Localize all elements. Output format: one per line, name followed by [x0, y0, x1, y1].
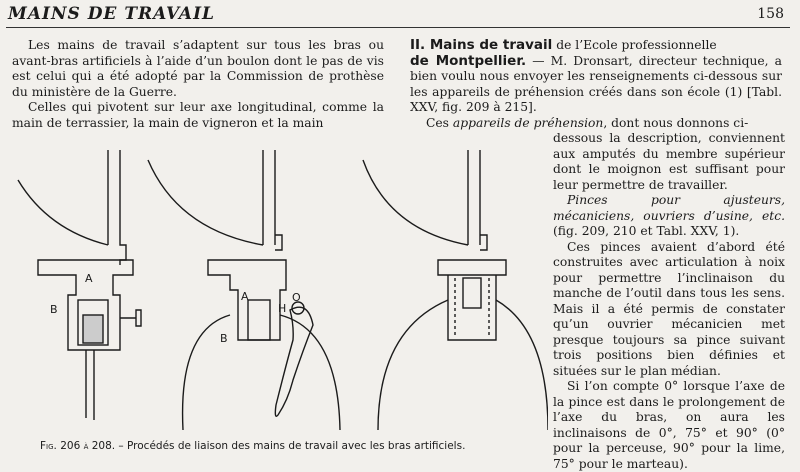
- header-rule: [6, 27, 790, 28]
- label-h-fig207: H: [278, 302, 287, 315]
- left-paragraph-2: Celles qui pivotent sur leur axe longitudinal, comme la main de terrassier, la main de vigneron et la main: [12, 100, 384, 130]
- pinces-heading: [553, 193, 785, 240]
- pinces-ref: (fig. 209, 210 et Tabl. XXV, 1).: [553, 224, 740, 238]
- fig-208-drawing: [363, 150, 548, 430]
- figure-caption: [40, 440, 465, 452]
- caption-text: – Procédés de liaison des mains de travail avec les bras artificiels.: [115, 440, 466, 452]
- caption-fig-number: Fig. 206 à 208.: [40, 440, 116, 452]
- pinces-italic: Pinces pour ajusteurs, mécaniciens, ouvriers d’usine, etc.: [553, 193, 785, 223]
- running-header-title: MAINS DE TRAVAIL: [8, 4, 216, 24]
- figure-attachment-drawings: [8, 150, 548, 440]
- fig-206-drawing: [18, 150, 141, 420]
- right-paragraph-3: Si l’on compte 0° lorsque l’axe de la pince est dans le prolongement de l’axe du bras, on aura les inclinaisons de 0°, 75° et 90° (0° pour la perceuse, 90° pour la lime, 75° pour le marteau).: [553, 379, 785, 471]
- p1-end: , dont nous donnons ci-: [603, 115, 749, 130]
- section-heading-bold: II. Mains de travail: [410, 37, 553, 53]
- section-intro: [410, 54, 782, 116]
- left-column: [12, 38, 384, 131]
- right-paragraph-2: Ces pinces avaient d’abord été construites avec articulation à noix pour permettre l’inclinaison du manche de l’outil dans tous les sens. Mais il a été permis de constater qu’un ouvrier mécanicien met presque toujours sa pince suivant trois positions bien définies et situées sur le plan médian.: [553, 239, 785, 378]
- page-number: 158: [757, 6, 784, 22]
- section-heading: [410, 38, 782, 54]
- label-o-fig207: O: [292, 291, 301, 304]
- p1-start: Ces: [426, 115, 453, 130]
- section-heading-bold-2: de Montpellier.: [410, 52, 527, 69]
- left-paragraph-1: Les mains de travail s’adaptent sur tous les bras ou avant-bras artificiels à l’aide d’un boulon dont le pas de vis est celui qui a été adopté par la Commission de prothèse du ministère de la Guerre.: [12, 38, 384, 99]
- right-column-top: [410, 38, 782, 131]
- label-a-fig207: A: [241, 290, 249, 303]
- p1-italic: appareils de préhension: [452, 115, 604, 130]
- label-a-fig206: A: [85, 272, 93, 285]
- label-b-fig206: B: [50, 303, 58, 316]
- right-paragraph-1-cont: dessous la description, conviennent aux amputés du membre supérieur dont le moignon est suffisant pour leur permettre de travailler.: [553, 131, 785, 192]
- right-column-narrow: [553, 131, 785, 472]
- right-paragraph-1: [410, 116, 782, 132]
- label-b-fig207: B: [220, 332, 228, 345]
- section-heading-rest: de l’Ecole professionnelle: [552, 38, 717, 52]
- section-intro-text: — M. Dronsart, directeur technique, a bien voulu nous envoyer les renseignements ci-dessous sur les appareils de préhension créés dans son école (1) [Tabl. XXV, fig. 209 à 215].: [410, 53, 783, 114]
